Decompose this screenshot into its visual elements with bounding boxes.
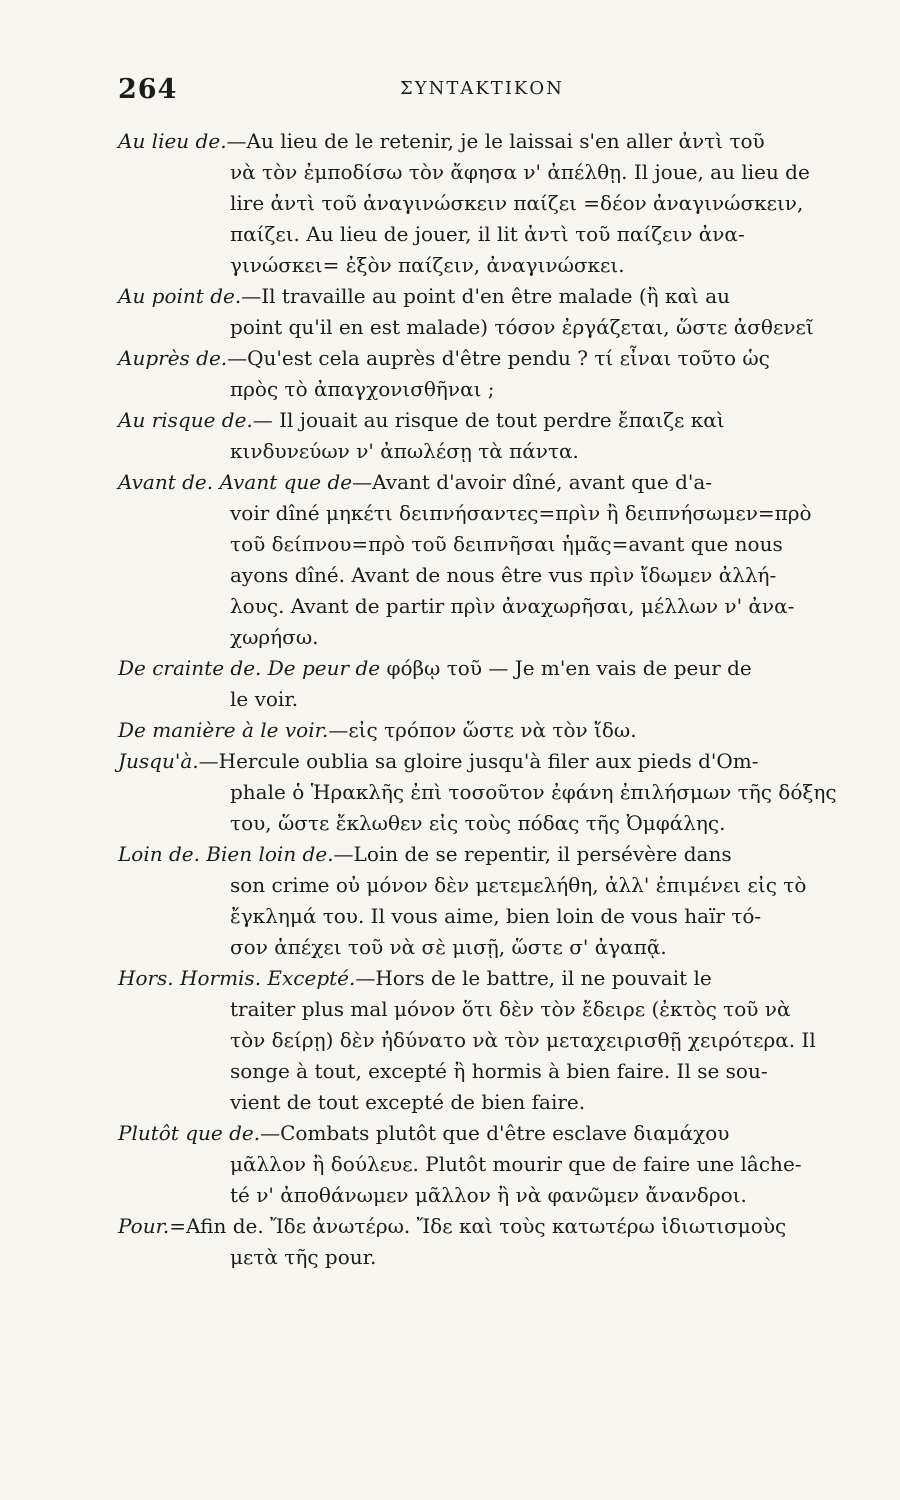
entry-line	[118, 1025, 888, 1056]
entry-text: —Combats plutôt que d'être esclave διαμάχου	[260, 1121, 730, 1145]
entry-text: =Afin de. Ἴδε ἀνωτέρω. Ἴδε καὶ τοὺς κατωτέρω ἰδιωτισμοὺς	[169, 1214, 787, 1238]
entry-text: le voir.	[230, 687, 299, 711]
entry-line	[118, 684, 888, 715]
entry-line	[118, 374, 888, 405]
entry-text: χωρήσω.	[230, 625, 319, 649]
dictionary-entries	[118, 126, 888, 1273]
entry-line	[118, 1056, 888, 1087]
entry-line	[118, 467, 888, 498]
entry-line	[118, 312, 888, 343]
entry-term: Loin de. Bien loin de.	[118, 842, 334, 866]
entry-line	[118, 250, 888, 281]
entry-term: Plutôt que de.	[118, 1121, 261, 1145]
entry-line	[118, 529, 888, 560]
entry-line	[118, 343, 888, 374]
entry-text: —Hors de le battre, il ne pouvait le	[355, 966, 712, 990]
entry-line	[118, 405, 888, 436]
entry-text: —Au lieu de le retenir, je le laissai s'en aller ἀντὶ τοῦ	[226, 129, 765, 153]
entry-text: son crime οὐ μόνον δὲν μετεμελήθη, ἀλλ' ἐπιμένει εἰς τὸ	[230, 873, 807, 897]
entry-line	[118, 591, 888, 622]
entry-line	[118, 1087, 888, 1118]
entry-term: De manière à le voir.	[118, 718, 329, 742]
entry-text: λους. Avant de partir πρὶν ἀναχωρῆσαι, μέλλων ν' ἀνα-	[230, 594, 795, 618]
entry-text: traiter plus mal μόνον ὅτι δὲν τὸν ἔδειρε (ἐκτὸς τοῦ νὰ	[230, 997, 791, 1021]
entry-text: —Avant d'avoir dîné, avant que d'a-	[352, 470, 713, 494]
dictionary-entry	[118, 1211, 888, 1273]
entry-line	[118, 653, 888, 684]
dictionary-entry	[118, 467, 888, 653]
entry-term: De crainte de. De peur de	[118, 656, 381, 680]
entry-text: του, ὥστε ἔκλωθεν εἰς τοὺς πόδας τῆς Ὀμφάλης.	[230, 811, 726, 835]
entry-term: Au risque de.	[118, 408, 253, 432]
entry-line	[118, 498, 888, 529]
entry-line	[118, 1180, 888, 1211]
entry-text: φόβῳ τοῦ — Je m'en vais de peur de	[380, 656, 752, 680]
entry-text: —Il travaille au point d'en être malade (ἢ καὶ au	[241, 284, 731, 308]
entry-line	[118, 808, 888, 839]
dictionary-entry	[118, 1118, 888, 1211]
entry-text: κινδυνεύων ν' ἀπωλέσῃ τὰ πάντα.	[230, 439, 579, 463]
entry-line	[118, 1211, 888, 1242]
entry-text: lire ἀντὶ τοῦ ἀναγινώσκειν παίζει =δέον ἀναγινώσκειν,	[230, 191, 804, 215]
entry-line	[118, 188, 888, 219]
running-head: ΣΥΝΤΑΚΤΙΚΟΝ	[400, 78, 564, 99]
entry-text: σον ἀπέχει τοῦ νὰ σὲ μισῇ, ὥστε σ' ἀγαπᾷ.	[230, 935, 667, 959]
entry-line	[118, 1242, 888, 1273]
entry-text: — Il jouait au risque de tout perdre ἔπαιζε καὶ	[252, 408, 725, 432]
dictionary-entry	[118, 281, 888, 343]
page-number: 264	[118, 74, 178, 105]
entry-text: songe à tout, excepté ἢ hormis à bien faire. Il se sou-	[230, 1059, 768, 1083]
entry-term: Hors. Hormis. Excepté.	[118, 966, 356, 990]
entry-text: té ν' ἀποθάνωμεν μᾶλλον ἢ νὰ φανῶμεν ἄνανδροι.	[230, 1183, 747, 1207]
entry-line	[118, 870, 888, 901]
dictionary-entry	[118, 343, 888, 405]
entry-text: γινώσκει= ἐξὸν παίζειν, ἀναγινώσκει.	[230, 253, 625, 277]
dictionary-entry	[118, 715, 888, 746]
dictionary-entry	[118, 653, 888, 715]
entry-text: μᾶλλον ἢ δούλευε. Plutôt mourir que de faire une lâche-	[230, 1152, 802, 1176]
entry-text: vient de tout excepté de bien faire.	[230, 1090, 586, 1114]
entry-line	[118, 839, 888, 870]
entry-line	[118, 777, 888, 808]
entry-text: point qu'il en est malade) τόσον ἐργάζεται, ὥστε ἀσθενεῖ	[230, 315, 814, 339]
entry-term: Jusqu'à.	[118, 749, 199, 773]
entry-line	[118, 963, 888, 994]
entry-text: ayons dîné. Avant de nous être vus πρὶν ἴδωμεν ἀλλή-	[230, 563, 777, 587]
entry-line	[118, 746, 888, 777]
entry-text: —Qu'est cela auprès d'être pendu ? τί εἶναι τοῦτο ὡς	[227, 346, 770, 370]
entry-line	[118, 715, 888, 746]
entry-term: Pour.	[118, 1214, 170, 1238]
page-header	[118, 74, 830, 108]
entry-term: Au point de.	[118, 284, 242, 308]
entry-text: —Hercule oublia sa gloire jusqu'à filer aux pieds d'Om-	[198, 749, 759, 773]
entry-text: voir dîné μηκέτι δειπνήσαντες=πρὶν ἢ δειπνήσωμεν=πρὸ	[230, 501, 812, 525]
entry-line	[118, 1118, 888, 1149]
entry-line	[118, 994, 888, 1025]
entry-text: παίζει. Au lieu de jouer, il lit ἀντὶ τοῦ παίζειν ἀνα-	[230, 222, 745, 246]
entry-text: νὰ τὸν ἐμποδίσω τὸν ἄφησα ν' ἀπέλθῃ. Il joue, au lieu de	[230, 160, 810, 184]
entry-line	[118, 1149, 888, 1180]
entry-line	[118, 219, 888, 250]
entry-line	[118, 281, 888, 312]
entry-text: τὸν δείρῃ) δὲν ἠδύνατο νὰ τὸν μεταχειρισθῇ χειρότερα. Il	[230, 1028, 816, 1052]
dictionary-entry	[118, 839, 888, 963]
entry-line	[118, 901, 888, 932]
entry-term: Auprès de.	[118, 346, 228, 370]
entry-line	[118, 560, 888, 591]
entry-line	[118, 622, 888, 653]
entry-line	[118, 436, 888, 467]
entry-text: ἔγκλημά του. Il vous aime, bien loin de vous haïr τό-	[230, 904, 762, 928]
dictionary-entry	[118, 126, 888, 281]
dictionary-entry	[118, 405, 888, 467]
dictionary-entry	[118, 746, 888, 839]
entry-term: Au lieu de.	[118, 129, 227, 153]
entry-line	[118, 126, 888, 157]
entry-line	[118, 157, 888, 188]
entry-text: —εἰς τρόπον ὥστε νὰ τὸν ἴδω.	[328, 718, 637, 742]
entry-line	[118, 932, 888, 963]
entry-text: πρὸς τὸ ἀπαγχονισθῆναι ;	[230, 377, 495, 401]
dictionary-entry	[118, 963, 888, 1118]
entry-text: τοῦ δείπνου=πρὸ τοῦ δειπνῆσαι ἡμᾶς=avant que nous	[230, 532, 783, 556]
entry-text: phale ὁ Ἡρακλῆς ἐπὶ τοσοῦτον ἐφάνη ἐπιλήσμων τῆς δόξης	[230, 780, 837, 804]
entry-term: Avant de. Avant que de	[118, 470, 353, 494]
entry-text: —Loin de se repentir, il persévère dans	[333, 842, 732, 866]
entry-text: μετὰ τῆς pour.	[230, 1245, 377, 1269]
